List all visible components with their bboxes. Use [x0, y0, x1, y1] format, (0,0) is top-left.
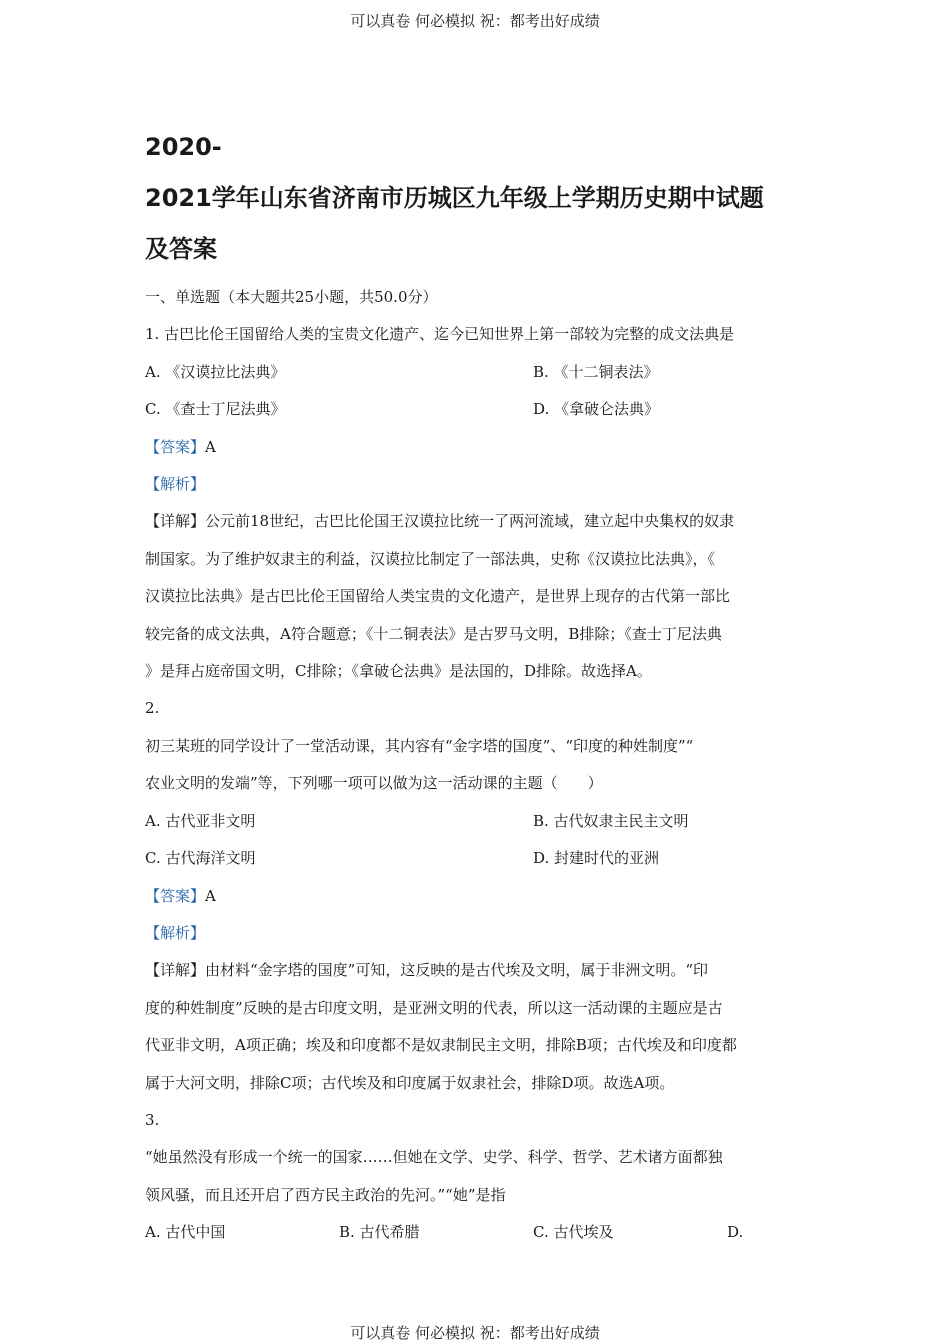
- q2-detail-line-4: 属于大河文明，排除C项；古代埃及和印度属于奴隶社会，排除D项。故选A项。: [145, 1073, 675, 1092]
- q1-analysis-label: 【解析】: [145, 475, 206, 494]
- q1-options-row-2: [145, 391, 825, 428]
- q1-options-row-1: [145, 354, 825, 391]
- q1-option-c: C. 《查士丁尼法典》: [145, 400, 286, 419]
- q2-detail-line-2: 度的种姓制度”反映的是古印度文明，是亚洲文明的代表，所以这一活动课的主题应是古: [145, 998, 723, 1017]
- q2-analysis-label: 【解析】: [145, 923, 206, 942]
- q2-detail-line-3: 代亚非文明，A项正确；埃及和印度都不是奴隶制民主文明，排除B项；古代埃及和印度都: [145, 1036, 737, 1055]
- title-line-1: 2020-: [145, 133, 222, 161]
- q2-options-row-1: [145, 803, 825, 840]
- q1-detail: [145, 503, 825, 690]
- q3-option-c: C. 古代埃及: [533, 1223, 614, 1242]
- q2-option-d: D. 封建时代的亚洲: [533, 849, 660, 868]
- q2-option-a: A. 古代亚非文明: [145, 811, 256, 830]
- q1-option-b: B. 《十二铜表法》: [533, 362, 659, 381]
- q1-answer-value: A: [205, 437, 216, 456]
- q1-option-d: D. 《拿破仑法典》: [533, 400, 660, 419]
- q1-detail-line-3: 汉谟拉比法典》是古巴比伦王国留给人类宝贵的文化遗产，是世界上现存的古代第一部比: [145, 587, 731, 606]
- q2-stem-line-1: 初三某班的同学设计了一堂活动课，其内容有“金字塔的国度”、“印度的种姓制度”“: [145, 736, 694, 755]
- answer-label: 【答案】: [145, 886, 206, 905]
- q1-detail-line-2: 制国家。为了维护奴隶主的利益，汉谟拉比制定了一部法典，史称《汉谟拉比法典》，《: [145, 549, 716, 568]
- q2-detail-line-1: [145, 952, 825, 989]
- document-body: [145, 122, 825, 1252]
- q1-detail-line-1: [145, 503, 825, 540]
- q3-stem-line-2: 领风骚，而且还开启了西方民主政治的先河。”“她”是指: [145, 1185, 506, 1204]
- q2-number: 2.: [145, 699, 160, 718]
- q3-stem-line-1: “她虽然没有形成一个统一的国家……但她在文学、史学、科学、哲学、艺术诸方面都独: [145, 1148, 723, 1167]
- title-line-2: 2021学年山东省济南市历城区九年级上学期历史期中试题: [145, 184, 764, 212]
- q1-detail-line-5: 》是拜占庭帝国文明，C排除；《拿破仑法典》是法国的，D排除。故选择A。: [145, 662, 652, 681]
- page-header: 可以真卷 何必模拟 祝：都考出好成绩: [350, 12, 600, 30]
- q1-stem: 1. 古巴比伦王国留给人类的宝贵文化遗产、迄今已知世界上第一部较为完整的成文法典是: [145, 325, 735, 344]
- q3-options-row: [145, 1214, 825, 1251]
- q3-number: 3.: [145, 1110, 160, 1129]
- title-line-3: 及答案: [145, 235, 217, 263]
- q3-option-d: D.: [727, 1223, 744, 1242]
- q2-answer: [145, 878, 825, 915]
- q1-option-a: A. 《汉谟拉比法典》: [145, 362, 286, 381]
- section-heading: 一、单选题（本大题共25小题，共50.0分）: [145, 288, 438, 306]
- q2-detail-text-1: 由材料“金字塔的国度”可知，这反映的是古代埃及文明，属于非洲文明。“印: [205, 961, 709, 980]
- q1-answer: [145, 429, 825, 466]
- document-title: [145, 122, 825, 275]
- q2-option-b: B. 古代奴隶主民主文明: [533, 811, 689, 830]
- q1-detail-text-1: 公元前18世纪，古巴比伦国王汉谟拉比统一了两河流域，建立起中央集权的奴隶: [205, 512, 735, 531]
- answer-label: 【答案】: [145, 437, 206, 456]
- detail-label: 【详解】: [145, 961, 206, 980]
- q3-option-a: A. 古代中国: [145, 1223, 226, 1242]
- detail-label: 【详解】: [145, 512, 206, 531]
- q2-stem-line-2: 农业文明的发端”等，下列哪一项可以做为这一活动课的主题（ ）: [145, 774, 603, 793]
- q2-detail: [145, 952, 825, 1102]
- q1-detail-line-4: 较完备的成文法典，A符合题意；《十二铜表法》是古罗马文明，B排除；《查士丁尼法典: [145, 624, 722, 643]
- q3-option-b: B. 古代希腊: [339, 1223, 420, 1242]
- q2-options-row-2: [145, 840, 825, 877]
- q2-option-c: C. 古代海洋文明: [145, 849, 256, 868]
- page-footer: 可以真卷 何必模拟 祝：都考出好成绩: [350, 1324, 600, 1342]
- q2-answer-value: A: [205, 886, 216, 905]
